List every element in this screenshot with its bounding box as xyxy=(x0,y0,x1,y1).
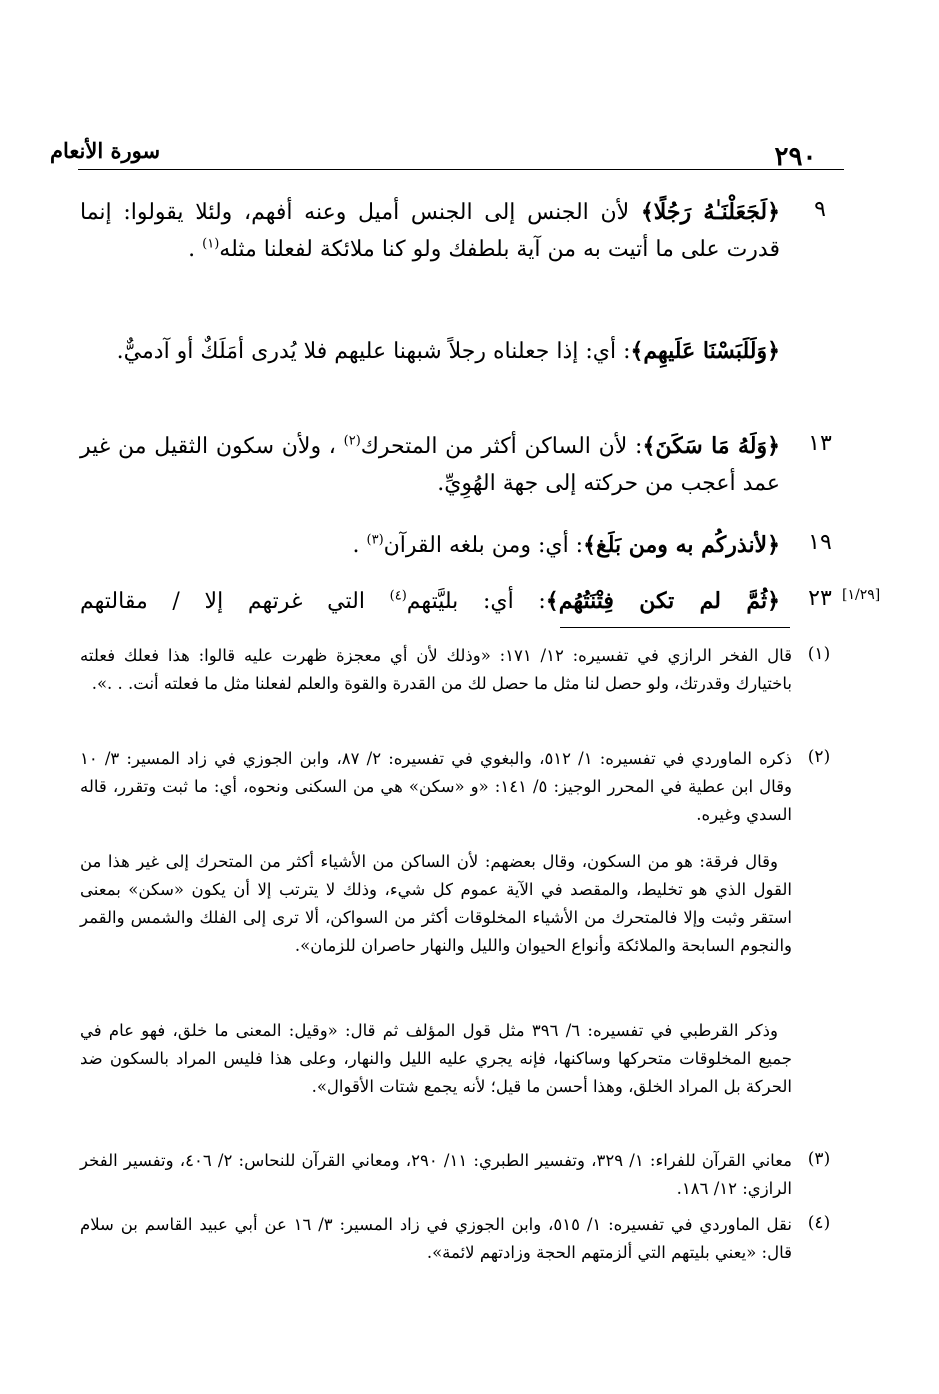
footnote-text: نقل الماوردي في تفسيره: ١/ ٥١٥، وابن الجوزي في زاد المسير: ٣/ ١٦ عن أبي عبيد القاسم بن سلام قال: «يعني بليتهم التي ألزمتهم الحجة وزادتهم لائمة». xyxy=(80,1215,792,1262)
footnote-text: وقال فرقة: هو من السكون، وقال بعضهم: لأن الساكن من الأشياء أكثر من المتحرك إلى غير هذا من القول الذي هو تخليط، والمقصد في الآية عموم كل شيء، وذلك لا يترتب إلا أن يكون «سكن» بمعنى استقر وثبت وإلا فالمتحرك من الأشياء المخلوقات أكثر من السواكن، ألا ترى إلى الفلك والشمس والقمر والنجوم السابحة والملائكة وأنواع الحيوان والليل والنهار حاصران للزمان». xyxy=(80,852,792,955)
page-number: ٢٩٠ xyxy=(774,142,817,172)
commentary-text: : لأن الساكن أكثر من المتحرك xyxy=(360,434,643,459)
quran-quote: ﴿لَجَعَلْنَـٰهُ رَجُلًا﴾ xyxy=(640,199,780,225)
footnote-number: (١) xyxy=(807,644,831,664)
verse-number: ٢٣ xyxy=(808,586,832,611)
footnote-ref: (١) xyxy=(202,236,220,252)
footnote-text: ذكره الماوردي في تفسيره: ١/ ٥١٢، والبغوي في تفسيره: ٢/ ٨٧، وابن الجوزي في زاد المسير: ٣/ ١٠ وقال ابن عطية في المحرر الوجيز: ٥/ ١٤١: «و «سكن» هي من السكنى ونحوه، أي: ما ثبت وتقرر، قاله السدي وغيره. xyxy=(80,749,792,824)
footnote-text: قال الفخر الرازي في تفسيره: ١٢/ ١٧١: «وذلك لأن أي معجزة ظهرت عليه قالوا: هذا فعلك فعلته باختيارك وقدرتك، ولو حصل لنا مثل ما حصل لك من القدرة والقوة والعلم لفعلنا مثل ما فعلته أنت. . .». xyxy=(80,646,792,693)
commentary-text: . xyxy=(188,237,203,262)
verse-commentary xyxy=(80,194,780,306)
footnote-ref: (٤) xyxy=(389,588,407,604)
footnote-ref: (٣) xyxy=(366,532,384,548)
commentary-text: التي غرتهم إلا / مقالتهم xyxy=(80,589,390,614)
commentary-text: . xyxy=(352,533,367,558)
footnote-number: (٢) xyxy=(807,747,831,767)
manuscript-folio-ref: [١/٢٩] xyxy=(842,587,881,603)
commentary-text: : أي: إذا جعلناه رجلاً شبهنا عليهم فلا يُدرى أمَلَكٌ أو آدميٌّ. xyxy=(116,339,631,364)
verse-commentary xyxy=(80,583,780,620)
footnote-ref: (٢) xyxy=(343,433,361,449)
footnote-text: معاني القرآن للفراء: ١/ ٣٢٩، وتفسير الطبري: ١١/ ٢٩٠، ومعاني القرآن للنحاس: ٢/ ٤٠٦، وتفسير الفخر الرازي: ١٢/ ١٨٦. xyxy=(80,1151,793,1198)
verse-number: ١٣ xyxy=(808,431,832,456)
commentary-text: ، ولأن سكون الثقيل من غير عمد أعجب من حركته إلى جهة الهُوِيِّ. xyxy=(80,434,780,496)
commentary-text: : أي: بليَّتهم xyxy=(406,589,546,614)
quran-quote: ﴿وَلَلَبَسْنَا عَلَيهِم﴾ xyxy=(630,338,780,364)
verse-number: ١٩ xyxy=(808,530,832,555)
commentary-text: : أي: ومن بلغه القرآن xyxy=(383,533,584,558)
quran-quote: ﴿ثُمَّ لم تكن فِتْنَتُهُم﴾ xyxy=(545,588,781,614)
verse-number: ٩ xyxy=(814,197,826,222)
quran-quote: ﴿وَلَهُ مَا سَكَنَ﴾ xyxy=(642,433,781,459)
header-rule xyxy=(78,169,844,170)
footnote-number: (٣) xyxy=(807,1149,831,1169)
verse-commentary xyxy=(80,333,780,408)
verse-commentary xyxy=(80,428,780,503)
footnote-number: (٤) xyxy=(807,1213,831,1233)
commentary-text: لأن الجنس إلى الجنس أميل وعنه أفهم، ولئلا يقولوا: إنما قدرت على ما أتيت به من آية بلطفك ولو كنا ملائكة لفعلنا مثله xyxy=(80,200,780,262)
verse-commentary xyxy=(80,527,780,564)
running-title: سورة الأنعام xyxy=(50,138,161,163)
footnote-separator xyxy=(560,627,790,628)
footnote-text: وذكر القرطبي في تفسيره: ٦/ ٣٩٦ مثل قول المؤلف ثم قال: «وقيل: المعنى ما خلق، فهو عام في جميع المخلوقات متحركها وساكنها، فإنه يجري عليه الليل والنهار، وعلى هذا فليس المراد بالسكون ضد الحركة بل المراد الخلق، وهذا أحسن ما قيل؛ لأنه يجمع شتات الأقوال». xyxy=(80,1021,792,1096)
quran-quote: ﴿لأنذركُم به ومن بَلَغ﴾ xyxy=(583,532,780,558)
